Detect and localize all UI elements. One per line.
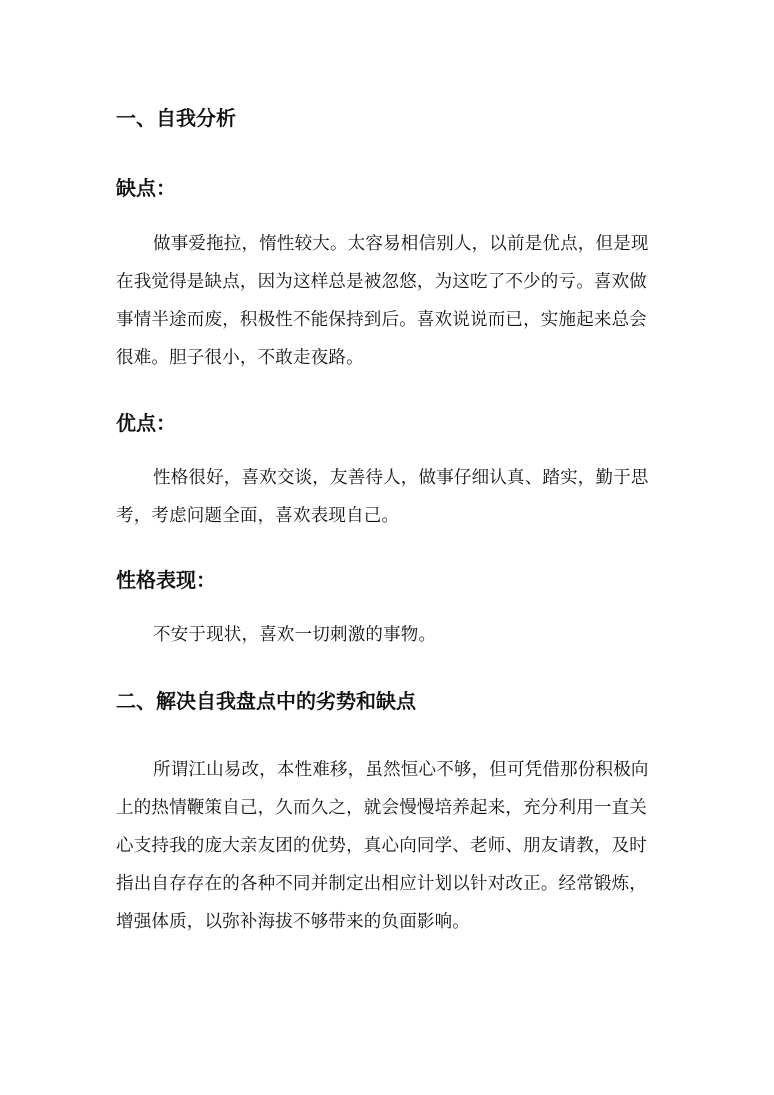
weakness-paragraph-block [116, 225, 664, 377]
personality-heading: 性格表现： [116, 568, 216, 592]
personality-paragraph-block [116, 616, 664, 654]
weakness-heading: 缺点： [116, 176, 176, 200]
strength-heading-block [116, 409, 664, 437]
weakness-paragraph: 做事爱拖拉，惰性较大。太容易相信别人，以前是优点，但是现在我觉得是缺点，因为这样总是被忽悠，为这吃了不少的亏。喜欢做事情半途而废，积极性不能保持到后。喜欢说说而已，实施起来总会很难。胆子很小，不敢走夜路。 [116, 234, 649, 368]
strength-paragraph: 性格很好，喜欢交谈，友善待人，做事仔细认真、踏实，勤于思考，考虑问题全面，喜欢表现自己。 [116, 468, 649, 526]
solution-paragraph-block [116, 751, 664, 941]
strength-paragraph-block [116, 459, 664, 535]
section-2-heading: 二、解决自我盘点中的劣势和缺点 [116, 689, 416, 713]
strength-heading: 优点： [116, 411, 176, 435]
solution-paragraph: 所谓江山易改，本性难移，虽然恒心不够，但可凭借那份积极向上的热情鞭策自己，久而久之，就会慢慢培养起来，充分利用一直关心支持我的庞大亲友团的优势，真心向同学、老师、朋友请教，及时指出自存存在的各种不同并制定出相应计划以针对改正。经常锻炼，增强体质，以弥补海拔不够带来的负面影响。 [116, 760, 649, 932]
section-1-heading: 一、自我分析 [116, 106, 236, 130]
weakness-heading-block [116, 174, 664, 202]
section-2-heading-block [116, 687, 664, 715]
personality-paragraph: 不安于现状，喜欢一切刺激的事物。 [153, 625, 437, 645]
personality-heading-block [116, 566, 664, 594]
section-1-heading-block [116, 104, 664, 132]
